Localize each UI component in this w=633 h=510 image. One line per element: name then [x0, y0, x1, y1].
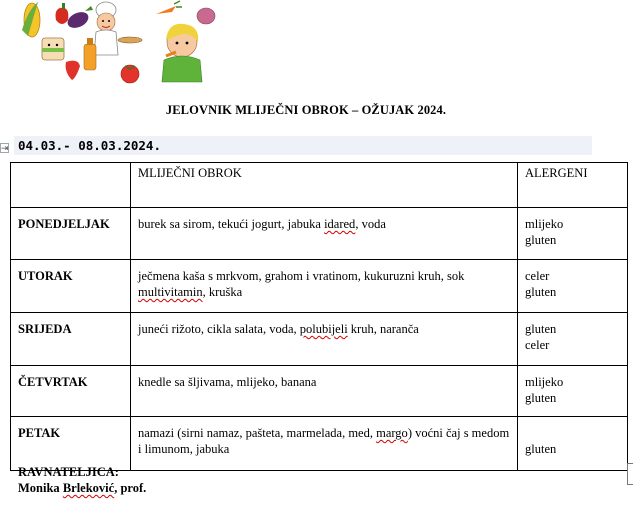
meal-cell	[131, 208, 518, 260]
allergen-list: mlijeko gluten	[525, 375, 564, 405]
meal-text: ječmena kaša s mrkvom, grahom i vratinom, kukuruzni kruh, sok multivitamin, kruška	[138, 269, 465, 299]
day-label: ČETVRTAK	[18, 375, 88, 389]
sandwich-icon	[42, 38, 64, 60]
header-cell-meal: MLIJEČNI OBROK	[131, 163, 518, 208]
header-cell-allergens: ALERGENI	[518, 163, 628, 208]
spellcheck-word[interactable]: Brleković	[62, 481, 115, 495]
spellcheck-word[interactable]: multivitamin	[138, 285, 203, 299]
food-cartoon-illustration	[18, 0, 218, 88]
menu-table	[10, 162, 628, 471]
meal-text: namazi (sirni namaz, pašteta, marmelada, med, margo) voćni čaj s medom i limunom, jabuka	[138, 426, 510, 456]
carrot-icon	[156, 1, 182, 14]
table-row	[11, 417, 628, 471]
eggplant-icon	[65, 6, 93, 31]
table-row	[11, 313, 628, 366]
header-cell-day	[11, 163, 131, 208]
day-cell	[11, 366, 131, 417]
spellcheck-word[interactable]: margo	[376, 426, 408, 440]
page-edge-marker	[627, 463, 633, 485]
allergen-list: mlijeko gluten	[525, 217, 564, 247]
allergen-cell	[518, 260, 628, 313]
pepper-icon	[56, 3, 69, 24]
allergen-list: gluten	[525, 442, 557, 456]
signature-role: RAVNATELJICA:	[18, 465, 119, 479]
chef-icon	[94, 2, 142, 55]
signature-name: Monika Brleković, prof.	[18, 481, 147, 495]
spellcheck-word[interactable]: polubijeli	[299, 322, 348, 336]
allergen-cell	[518, 417, 628, 471]
day-label: PONEDJELJAK	[18, 217, 110, 231]
meal-text: burek sa sirom, tekući jogurt, jabuka idared, voda	[138, 217, 386, 231]
day-cell	[11, 417, 131, 471]
spellcheck-word[interactable]: idared	[324, 217, 356, 231]
meal-text: knedle sa šljivama, mlijeko, banana	[138, 375, 317, 389]
day-cell	[11, 313, 131, 366]
day-label: SRIJEDA	[18, 322, 72, 336]
onion-icon	[197, 8, 215, 24]
table-row	[11, 208, 628, 260]
move-handle-icon[interactable]: ⇥	[1, 144, 9, 154]
tomato-icon	[121, 65, 139, 83]
table-row	[11, 366, 628, 417]
document-title: JELOVNIK MLIJEČNI OBROK – OŽUJAK 2024.	[165, 103, 447, 117]
allergen-cell	[518, 208, 628, 260]
table-row	[11, 260, 628, 313]
table-header-row	[11, 163, 628, 208]
allergen-list: celer gluten	[525, 269, 557, 299]
meal-cell	[131, 417, 518, 471]
allergen-cell	[518, 366, 628, 417]
day-label: PETAK	[18, 426, 61, 440]
allergen-list: gluten celer	[525, 322, 557, 352]
signature-block	[18, 464, 146, 496]
day-cell	[11, 260, 131, 313]
meal-cell	[131, 260, 518, 313]
meal-cell	[131, 313, 518, 366]
bottle-icon	[84, 38, 96, 70]
day-label: UTORAK	[18, 269, 73, 283]
child-icon	[162, 24, 202, 82]
week-range: 04.03.- 08.03.2024.	[18, 138, 161, 153]
meal-text: juneći rižoto, cikla salata, voda, polubijeli kruh, naranča	[138, 322, 419, 336]
day-cell	[11, 208, 131, 260]
strawberry-icon	[66, 61, 80, 80]
allergen-cell	[518, 313, 628, 366]
corn-icon	[22, 2, 40, 37]
meal-cell	[131, 366, 518, 417]
